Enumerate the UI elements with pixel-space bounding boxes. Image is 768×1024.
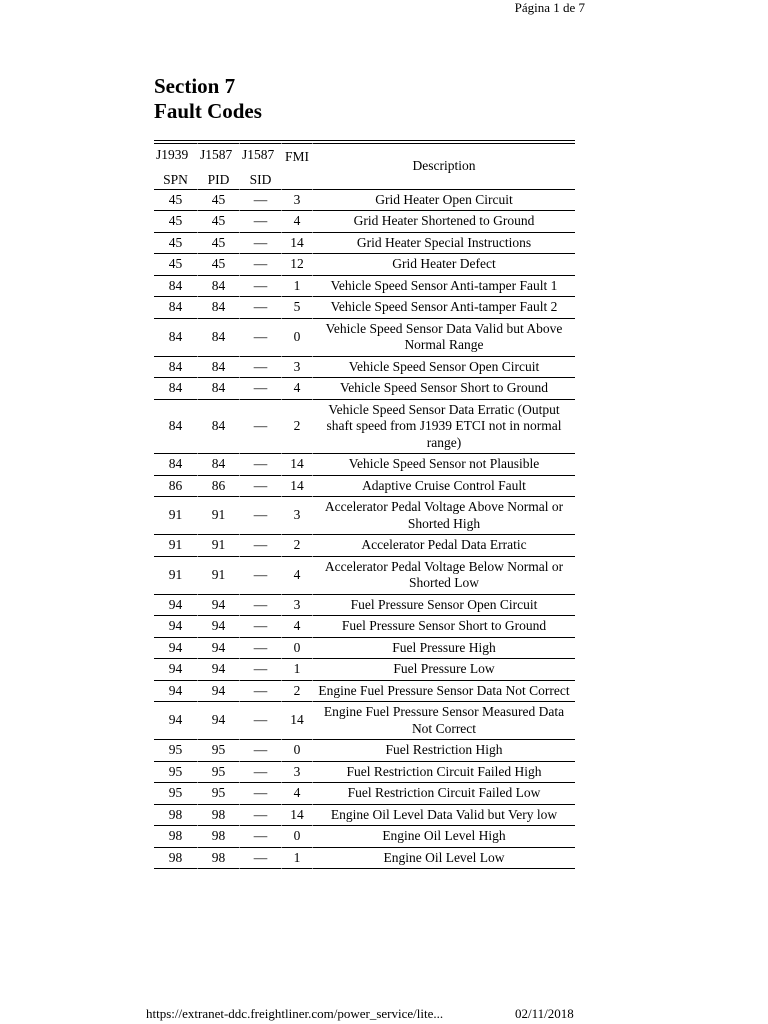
cell-sid: — xyxy=(239,659,281,681)
cell-description: Fuel Restriction Circuit Failed High xyxy=(312,762,575,784)
table-row xyxy=(154,357,575,379)
cell-fmi: 2 xyxy=(281,535,312,557)
cell-pid: 94 xyxy=(197,681,239,703)
cell-sid: — xyxy=(239,805,281,827)
cell-description: Engine Fuel Pressure Sensor Measured Data Not Correct xyxy=(312,702,575,740)
cell-sid: — xyxy=(239,826,281,848)
cell-spn: 98 xyxy=(154,805,197,827)
section-title: Fault Codes xyxy=(154,99,262,123)
cell-sid: — xyxy=(239,762,281,784)
cell-spn: 86 xyxy=(154,476,197,498)
table-row xyxy=(154,535,575,557)
table-row xyxy=(154,762,575,784)
cell-description: Grid Heater Defect xyxy=(312,254,575,276)
cell-description: Accelerator Pedal Voltage Above Normal or Shorted High xyxy=(312,497,575,535)
fault-codes-body xyxy=(154,190,575,870)
table-row xyxy=(154,805,575,827)
cell-spn: 45 xyxy=(154,233,197,255)
cell-description: Grid Heater Open Circuit xyxy=(312,190,575,212)
cell-pid: 91 xyxy=(197,535,239,557)
cell-description: Fuel Pressure High xyxy=(312,638,575,660)
cell-spn: 84 xyxy=(154,454,197,476)
header-spn-standard: J1939 xyxy=(156,147,189,162)
fault-codes-table xyxy=(154,143,575,869)
cell-description: Vehicle Speed Sensor Short to Ground xyxy=(312,378,575,400)
cell-fmi: 1 xyxy=(281,276,312,298)
cell-sid: — xyxy=(239,254,281,276)
section-heading xyxy=(154,74,262,124)
cell-fmi: 14 xyxy=(281,476,312,498)
cell-fmi: 14 xyxy=(281,454,312,476)
cell-fmi: 1 xyxy=(281,848,312,870)
table-row xyxy=(154,254,575,276)
header-spn xyxy=(154,143,197,190)
cell-pid: 94 xyxy=(197,702,239,740)
cell-fmi: 0 xyxy=(281,319,312,357)
cell-sid: — xyxy=(239,378,281,400)
cell-sid: — xyxy=(239,454,281,476)
cell-sid: — xyxy=(239,233,281,255)
cell-pid: 98 xyxy=(197,848,239,870)
cell-pid: 94 xyxy=(197,595,239,617)
cell-description: Fuel Restriction Circuit Failed Low xyxy=(312,783,575,805)
cell-spn: 84 xyxy=(154,276,197,298)
cell-spn: 84 xyxy=(154,297,197,319)
table-row xyxy=(154,557,575,595)
header-sid-label: SID xyxy=(249,172,272,187)
table-top-rule xyxy=(154,140,575,141)
cell-pid: 95 xyxy=(197,740,239,762)
cell-sid: — xyxy=(239,400,281,455)
cell-description: Fuel Pressure Low xyxy=(312,659,575,681)
cell-fmi: 14 xyxy=(281,233,312,255)
cell-fmi: 2 xyxy=(281,400,312,455)
cell-pid: 45 xyxy=(197,211,239,233)
cell-fmi: 3 xyxy=(281,190,312,212)
cell-pid: 45 xyxy=(197,254,239,276)
cell-pid: 94 xyxy=(197,638,239,660)
table-row xyxy=(154,681,575,703)
cell-pid: 84 xyxy=(197,276,239,298)
header-fmi: FMI xyxy=(281,143,312,190)
header-sid-standard: J1587 xyxy=(242,147,275,162)
cell-spn: 45 xyxy=(154,254,197,276)
cell-description: Accelerator Pedal Data Erratic xyxy=(312,535,575,557)
cell-fmi: 4 xyxy=(281,783,312,805)
cell-description: Engine Oil Level Data Valid but Very low xyxy=(312,805,575,827)
table-row xyxy=(154,454,575,476)
cell-sid: — xyxy=(239,535,281,557)
table-row xyxy=(154,638,575,660)
cell-fmi: 0 xyxy=(281,826,312,848)
cell-fmi: 4 xyxy=(281,378,312,400)
footer-date: 02/11/2018 xyxy=(515,1006,574,1021)
cell-fmi: 0 xyxy=(281,740,312,762)
cell-fmi: 3 xyxy=(281,762,312,784)
cell-pid: 91 xyxy=(197,557,239,595)
cell-sid: — xyxy=(239,681,281,703)
table-row xyxy=(154,400,575,455)
cell-fmi: 14 xyxy=(281,805,312,827)
table-row xyxy=(154,659,575,681)
cell-sid: — xyxy=(239,190,281,212)
cell-pid: 95 xyxy=(197,762,239,784)
cell-pid: 98 xyxy=(197,826,239,848)
cell-pid: 84 xyxy=(197,297,239,319)
cell-spn: 45 xyxy=(154,211,197,233)
table-row xyxy=(154,826,575,848)
table-row xyxy=(154,319,575,357)
table-row xyxy=(154,211,575,233)
section-number: Section 7 xyxy=(154,74,236,98)
cell-spn: 95 xyxy=(154,740,197,762)
cell-description: Accelerator Pedal Voltage Below Normal or Shorted Low xyxy=(312,557,575,595)
cell-sid: — xyxy=(239,616,281,638)
table-row xyxy=(154,476,575,498)
cell-spn: 95 xyxy=(154,783,197,805)
cell-pid: 84 xyxy=(197,400,239,455)
cell-pid: 84 xyxy=(197,454,239,476)
table-row xyxy=(154,616,575,638)
table-row xyxy=(154,848,575,870)
header-sid xyxy=(239,143,281,190)
cell-description: Vehicle Speed Sensor not Plausible xyxy=(312,454,575,476)
cell-fmi: 4 xyxy=(281,616,312,638)
cell-sid: — xyxy=(239,848,281,870)
table-row xyxy=(154,702,575,740)
footer-url[interactable]: https://extranet-ddc.freightliner.com/power_service/lite... xyxy=(146,1006,444,1021)
cell-spn: 91 xyxy=(154,557,197,595)
cell-description: Vehicle Speed Sensor Anti-tamper Fault 2 xyxy=(312,297,575,319)
cell-fmi: 12 xyxy=(281,254,312,276)
table-row xyxy=(154,595,575,617)
cell-sid: — xyxy=(239,497,281,535)
cell-spn: 94 xyxy=(154,659,197,681)
cell-spn: 91 xyxy=(154,535,197,557)
cell-description: Engine Oil Level Low xyxy=(312,848,575,870)
cell-pid: 45 xyxy=(197,190,239,212)
header-spn-label: SPN xyxy=(163,172,188,187)
cell-pid: 95 xyxy=(197,783,239,805)
cell-spn: 91 xyxy=(154,497,197,535)
cell-fmi: 1 xyxy=(281,659,312,681)
cell-spn: 98 xyxy=(154,848,197,870)
cell-pid: 94 xyxy=(197,659,239,681)
cell-spn: 84 xyxy=(154,357,197,379)
cell-sid: — xyxy=(239,557,281,595)
cell-pid: 91 xyxy=(197,497,239,535)
cell-description: Engine Oil Level High xyxy=(312,826,575,848)
cell-description: Grid Heater Special Instructions xyxy=(312,233,575,255)
header-description: Description xyxy=(312,143,575,190)
cell-fmi: 0 xyxy=(281,638,312,660)
cell-spn: 84 xyxy=(154,378,197,400)
cell-sid: — xyxy=(239,357,281,379)
cell-description: Grid Heater Shortened to Ground xyxy=(312,211,575,233)
table-row xyxy=(154,783,575,805)
cell-pid: 94 xyxy=(197,616,239,638)
table-row xyxy=(154,297,575,319)
cell-fmi: 3 xyxy=(281,595,312,617)
cell-fmi: 4 xyxy=(281,211,312,233)
cell-fmi: 4 xyxy=(281,557,312,595)
cell-pid: 98 xyxy=(197,805,239,827)
table-row xyxy=(154,276,575,298)
cell-fmi: 14 xyxy=(281,702,312,740)
cell-description: Fuel Restriction High xyxy=(312,740,575,762)
table-row xyxy=(154,233,575,255)
table-row xyxy=(154,378,575,400)
cell-sid: — xyxy=(239,276,281,298)
cell-description: Engine Fuel Pressure Sensor Data Not Correct xyxy=(312,681,575,703)
cell-description: Vehicle Speed Sensor Open Circuit xyxy=(312,357,575,379)
cell-sid: — xyxy=(239,638,281,660)
cell-spn: 84 xyxy=(154,400,197,455)
cell-description: Fuel Pressure Sensor Open Circuit xyxy=(312,595,575,617)
cell-description: Vehicle Speed Sensor Data Valid but Above Normal Range xyxy=(312,319,575,357)
cell-sid: — xyxy=(239,319,281,357)
cell-spn: 95 xyxy=(154,762,197,784)
cell-spn: 94 xyxy=(154,638,197,660)
cell-sid: — xyxy=(239,740,281,762)
cell-sid: — xyxy=(239,211,281,233)
cell-fmi: 5 xyxy=(281,297,312,319)
cell-fmi: 3 xyxy=(281,357,312,379)
cell-pid: 84 xyxy=(197,357,239,379)
table-row xyxy=(154,497,575,535)
cell-spn: 94 xyxy=(154,616,197,638)
cell-sid: — xyxy=(239,476,281,498)
cell-pid: 86 xyxy=(197,476,239,498)
cell-sid: — xyxy=(239,595,281,617)
cell-spn: 45 xyxy=(154,190,197,212)
cell-pid: 45 xyxy=(197,233,239,255)
cell-sid: — xyxy=(239,783,281,805)
cell-pid: 84 xyxy=(197,319,239,357)
cell-description: Vehicle Speed Sensor Data Erratic (Output shaft speed from J1939 ETCI not in normal range) xyxy=(312,400,575,455)
cell-sid: — xyxy=(239,297,281,319)
table-header-row xyxy=(154,143,575,190)
cell-description: Fuel Pressure Sensor Short to Ground xyxy=(312,616,575,638)
cell-spn: 94 xyxy=(154,681,197,703)
cell-sid: — xyxy=(239,702,281,740)
cell-fmi: 2 xyxy=(281,681,312,703)
cell-description: Adaptive Cruise Control Fault xyxy=(312,476,575,498)
cell-spn: 94 xyxy=(154,595,197,617)
cell-pid: 84 xyxy=(197,378,239,400)
header-pid xyxy=(197,143,239,190)
cell-spn: 84 xyxy=(154,319,197,357)
table-row xyxy=(154,190,575,212)
cell-spn: 98 xyxy=(154,826,197,848)
cell-description: Vehicle Speed Sensor Anti-tamper Fault 1 xyxy=(312,276,575,298)
table-row xyxy=(154,740,575,762)
header-pid-label: PID xyxy=(207,172,230,187)
page-indicator: Página 1 de 7 xyxy=(514,0,585,15)
fault-codes-table-container xyxy=(154,140,575,869)
page-footer xyxy=(146,1006,574,1022)
cell-fmi: 3 xyxy=(281,497,312,535)
header-pid-standard: J1587 xyxy=(200,147,233,162)
cell-spn: 94 xyxy=(154,702,197,740)
